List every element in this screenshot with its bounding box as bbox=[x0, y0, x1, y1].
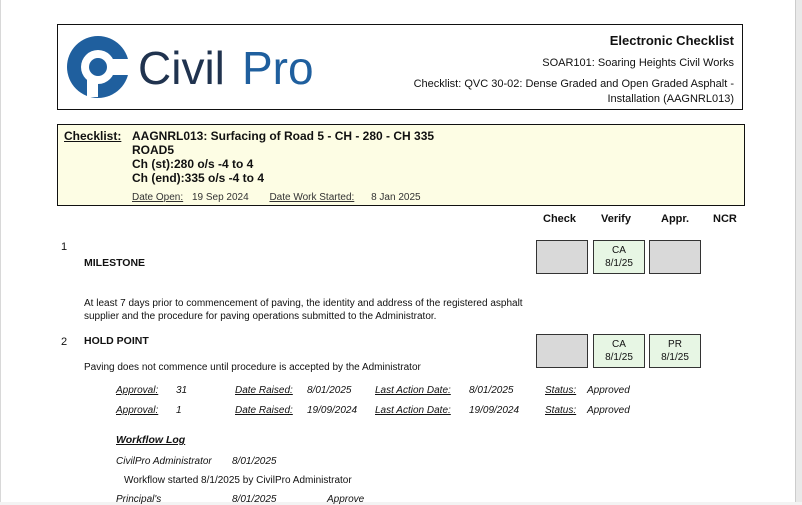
civilpro-logo bbox=[62, 29, 362, 105]
status-value: Approved bbox=[587, 385, 630, 396]
svg-text:Pro: Pro bbox=[242, 42, 314, 94]
item-title: HOLD POINT bbox=[84, 335, 149, 347]
header-checklist: Checklist: QVC 30-02: Dense Graded and Open Graded Asphalt - Installation (AAGNRL013) bbox=[413, 78, 734, 105]
workflow-entry-date: 8/01/2025 bbox=[232, 456, 277, 467]
date-raised: 8/01/2025 bbox=[307, 385, 352, 396]
status-label: Status: bbox=[545, 385, 577, 396]
item-check-cell[interactable] bbox=[536, 240, 588, 274]
item-description: At least 7 days prior to commencement of paving, the identity and address of the registered asphalt supplier and the procedure for paving operations submitted to the Administrator. bbox=[84, 298, 523, 322]
verify-initials: CA bbox=[612, 245, 626, 256]
viewer-scrollbar[interactable] bbox=[795, 0, 802, 502]
item-verify-cell[interactable] bbox=[593, 334, 645, 368]
checklist-label: Checklist: bbox=[64, 129, 122, 143]
item-appr-cell[interactable] bbox=[649, 334, 701, 368]
appr-date: 8/1/25 bbox=[661, 352, 689, 363]
checklist-title-line1: AAGNRL013: Surfacing of Road 5 - CH - 280 - CH 335 bbox=[132, 129, 435, 143]
column-appr: Appr. bbox=[661, 213, 690, 225]
date-open-label: Date Open: bbox=[132, 192, 184, 203]
checklist-title-line3: Ch (st):280 o/s -4 to 4 bbox=[132, 157, 254, 171]
item-check-cell[interactable] bbox=[536, 334, 588, 368]
workflow-entry-name: CivilPro Administrator bbox=[116, 456, 212, 467]
status-value: Approved bbox=[587, 405, 630, 416]
date-open: 19 Sep 2024 bbox=[191, 192, 249, 203]
checklist-title-line4: Ch (end):335 o/s -4 to 4 bbox=[132, 171, 265, 185]
workflow-next-date: 8/01/2025 bbox=[232, 494, 277, 505]
column-ncr: NCR bbox=[713, 213, 737, 225]
date-started-label: Date Work Started: bbox=[269, 192, 355, 203]
workflow-heading: Workflow Log bbox=[116, 434, 186, 446]
column-verify: Verify bbox=[601, 213, 631, 225]
header-title: Electronic Checklist bbox=[609, 33, 734, 48]
column-check: Check bbox=[543, 213, 577, 225]
document-header bbox=[57, 24, 743, 110]
checklist-title bbox=[132, 129, 434, 185]
workflow-entry-text: Workflow started 8/1/2025 by CivilPro Administrator bbox=[124, 475, 352, 486]
approval-number: 1 bbox=[176, 405, 182, 416]
date-raised-label: Date Raised: bbox=[235, 385, 293, 396]
verify-initials: CA bbox=[612, 339, 626, 350]
last-action-date: 19/09/2024 bbox=[469, 405, 520, 416]
last-action-label: Last Action Date: bbox=[375, 385, 451, 396]
date-started: 8 Jan 2025 bbox=[371, 192, 421, 203]
checklist-summary bbox=[57, 124, 745, 206]
item-description: Paving does not commence until procedure is accepted by the Administrator bbox=[84, 362, 421, 373]
item-number: 2 bbox=[61, 336, 68, 348]
approval-number: 31 bbox=[176, 385, 188, 396]
workflow-next-name: Principal's bbox=[116, 494, 162, 505]
approval-label: Approval: bbox=[116, 385, 159, 396]
checklist-dates bbox=[132, 192, 421, 203]
date-raised: 19/09/2024 bbox=[307, 405, 358, 416]
workflow-next-action: Approve bbox=[327, 494, 365, 505]
verify-date: 8/1/25 bbox=[605, 352, 633, 363]
date-raised-label: Date Raised: bbox=[235, 405, 293, 416]
item-appr-cell[interactable] bbox=[649, 240, 701, 274]
item-verify-cell[interactable] bbox=[593, 240, 645, 274]
svg-text:Civil: Civil bbox=[138, 42, 225, 94]
appr-initials: PR bbox=[668, 339, 682, 350]
last-action-label: Last Action Date: bbox=[375, 405, 451, 416]
status-label: Status: bbox=[545, 405, 577, 416]
item-number: 1 bbox=[61, 241, 68, 253]
verify-date: 8/1/25 bbox=[605, 258, 633, 269]
approval-label: Approval: bbox=[116, 405, 159, 416]
header-project: SOAR101: Soaring Heights Civil Works bbox=[542, 57, 734, 69]
last-action-date: 8/01/2025 bbox=[469, 385, 514, 396]
item-title: MILESTONE bbox=[84, 257, 146, 269]
checklist-title-line2: ROAD5 bbox=[132, 143, 175, 157]
